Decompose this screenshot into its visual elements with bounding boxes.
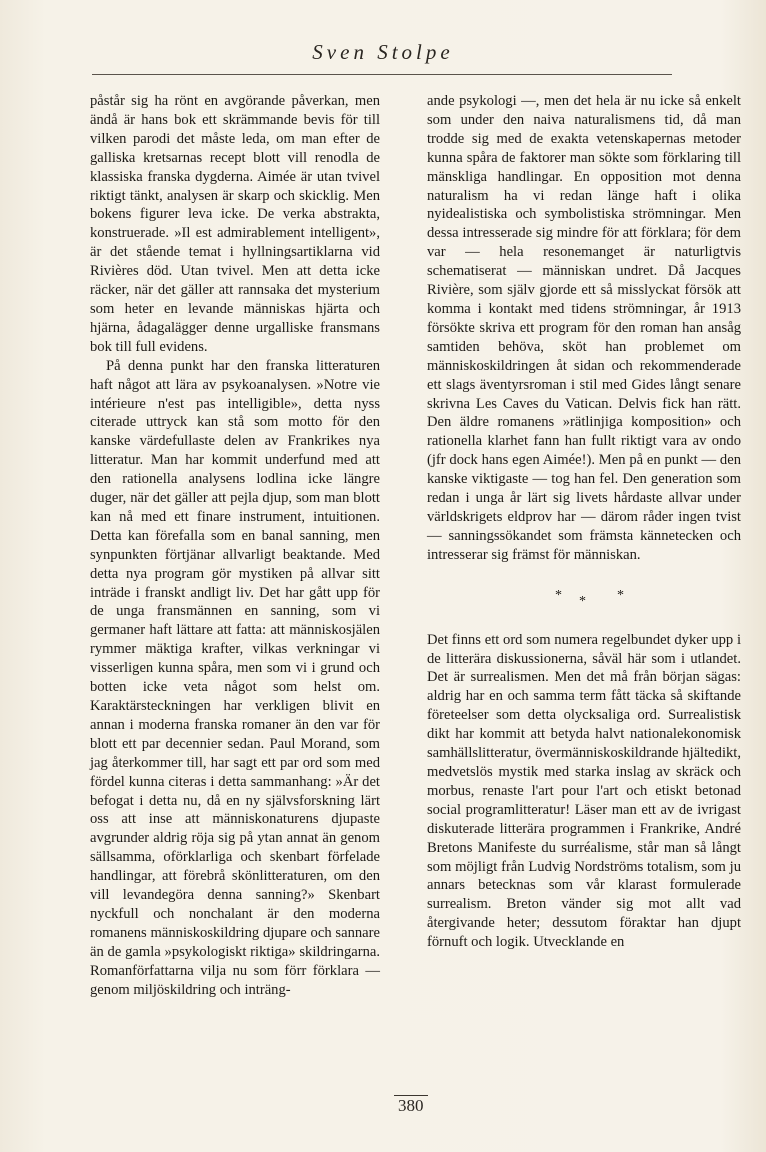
paragraph: ande psykologi —, men det hela är nu icke så enkelt som under den naiva naturalismens tid, då man trodde sig med de exakta vetenskapernas metoder kunna spåra de faktorer man sökte som förklaring till mänskliga handlingar. En opposition mot denna naturalism ha vi redan länge haft i olika nyidealistiska och symbolistiska strömningar. Men dessa intresserade sig mindre för att förklara; för dem var — hela resonemanget är naturligtvis schematiserat — människan undret. Då Jacques Rivière, som själv gjorde ett så misslyckat försök att komma i kontakt med tidens strömningar, år 1913 försökte skriva ett program för den roman han ansåg samtiden behöva, sköt han problemet om människoskildringen åt sidan och rekommenderade ett slags äventyrsroman i stil med Gides långt senare skrivna Les Caves du Vatican. Delvis fick han rätt. Den äldre romanens »rätlinjiga komposition» och rationella klarhet fann han fullt riktigt vara av ondo (jfr dock hans egen Aimée!). Men på en punkt — den kanske viktigaste — tog han fel. Den generation som redan i unga år lärt sig livets hårdaste allvar under världskrigets eldprov har — därom råder ingen tvist — sanningssökandet som främsta kännetecken och intresserar sig främst för människan. — [427, 93, 741, 563]
section-separator — [427, 587, 741, 609]
running-title: Sven Stolpe — [312, 40, 454, 64]
asterisk: * — [617, 587, 624, 603]
paragraph: påstår sig ha rönt en avgörande påverkan, men ändå är hans bok ett skrämmande bevis för till vilken parodi det måste leda, om man efter de galliska kretsarnas recept blott vill renodla de klassiska franska dygderna. Aimée är utan tvivel riktigt tänkt, analysen är skarp och skicklig. Men bokens figurer leva icke. De verka abstrakta, konstruerade. »Il est admirablement intelligent», är det stående temat i hyllningsartiklarna vid Rivières död. Utan tvivel. Men att detta icke räcker, när det gäller att rannsaka det mysterium som heter en levande människas hjärta och hjärna, ådagalägger denne urgalliske fransmans bok till full evidens. — [90, 93, 380, 355]
paragraph: Det finns ett ord som numera regelbundet dyker upp i de litterära diskussionerna, såväl här som i utlandet. Det är surrealismen. Men det må från början sägas: aldrig har en och samma term fått täcka så skiftande företeelser som detta olycksaliga ord. Surrealistisk dikt har kommit att betyda halvt nationalekonomisk samhällslitteratur, övermänniskoskildrande hjältedikt, medvetslös mystik med starka inslag av skräck och morbus, renaste l'art pour l'art och etiskt betonad social programlitteratur! Läser man ett av de ivrigast diskuterade litterära programmen i Frankrike, André Bretons Manifeste du surréalisme, står man så långt som möjligt från Ludvig Nordströms totalism, som ju annars betecknas som vår klarast formulerade surrealism. Breton vänder sig mot allt vad återgivande heter; dessutom föraktar han djupt förnuft och logik. Utvecklande en — [427, 631, 741, 951]
left-column — [90, 92, 380, 1000]
paragraph: På denna punkt har den franska litteraturen haft något att lära av psykoanalysen. »Notre vie intérieure n'est pas intelligible», detta nyss citerade uttryck kan stå som motto för den kanske värdefullaste delen av Frankrikes nya litteratur. Man har kommit underfund med att den rationella analysens lodlina icke längre duger, när det gäller att pejla djup, som man blott kan nå med ett finare instrument, intuitionen. Detta kan förefalla som en banal sanning, men synpunkten förtjänar allvarligt beaktande. Med detta nya program gör mystiken på allvar sitt inträde i franskt andligt liv. Det har gått upp för de unga fransmännen en sanning, som vi germaner haft lättare att fatta: att människosjälen rymmer mäktiga krafter, vilkas verkningar vi visserligen kunna spåra, men som vi i grund och botten icke veta något som helst om. Karaktärsteckningen har verkligen blivit en annan i moderna franska romaner än den var för blott ett par decennier sedan. Paul Morand, som jag återkommer till, har sagt ett par ord som med fördel kunna citeras i detta sammanhang: »Är det befogat i detta nu, då en ny självsforskning lärt oss att inse att människonaturens djupaste avgrunder aldrig röja sig på ytan annat än genom sällsamma, oförklarliga och skenbart förfelade handlingar, att förebrå skönlitteraturen, om den vill levandegöra denna sanning?» Skenbart nyckfull och nonchalant är den moderna romanens människoskildring djupare och sannare än de gamla »psykologiskt riktiga» skildringarna. Romanförfattarna vilja nu som förr förklara — genom miljöskildring och inträng- — [90, 357, 380, 998]
asterisk: * — [555, 587, 562, 603]
page-number: 380 — [394, 1095, 428, 1116]
header-rule — [92, 74, 672, 75]
asterisk: * — [579, 593, 586, 609]
right-column — [427, 92, 741, 952]
